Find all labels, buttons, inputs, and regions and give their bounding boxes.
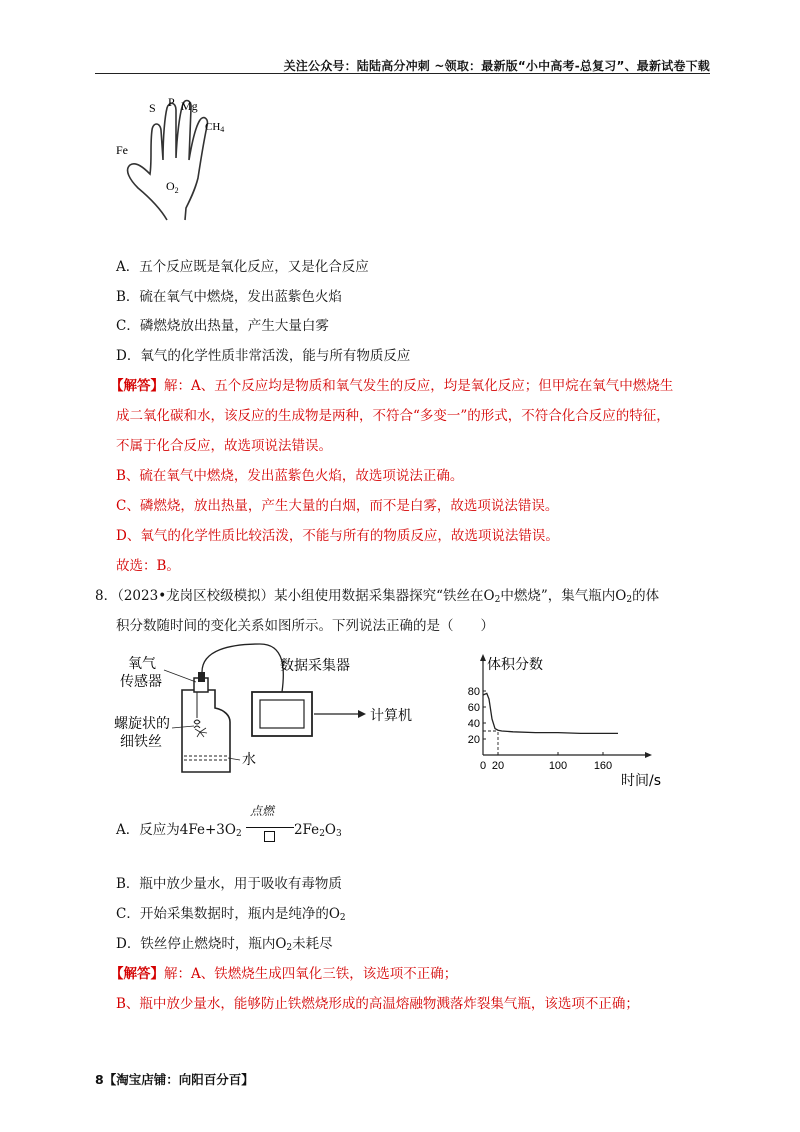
page-header: 关注公众号：陆陆高分冲刺 ~领取：最新版“小中高考-总复习”、最新试卷下载 bbox=[283, 59, 710, 73]
q8-stem-line2: 积分数随时间的变化关系如图所示。下列说法正确的是（ ） bbox=[116, 618, 494, 634]
wire-label-1: 螺旋状的 bbox=[114, 716, 170, 732]
q7-option-d: D．氧气的化学性质非常活泼，能与所有物质反应 bbox=[116, 348, 411, 364]
q8-option-b: B．瓶中放少量水，用于吸收有毒物质 bbox=[116, 876, 342, 892]
q8-answer-text1: 解：A、铁燃烧生成四氧化三铁，该选项不正确； bbox=[164, 966, 458, 982]
q8-option-a: A．反应为$4Fe+3O_2$ 点燃 $2Fe_2O_3$ bbox=[116, 818, 342, 858]
q7-answer-line7: 故选：B。 bbox=[116, 558, 180, 574]
reaction-condition: 点燃 bbox=[246, 818, 294, 846]
apparatus-diagram bbox=[110, 640, 440, 780]
hand-label-mg: Mg bbox=[181, 99, 198, 113]
sensor-label-2: 传感器 bbox=[120, 674, 162, 690]
y-tick-label: 20 bbox=[467, 734, 480, 746]
hand-label-o2: $O_2$ bbox=[166, 179, 179, 195]
header-divider bbox=[95, 73, 710, 74]
q7-answer-line6: D、氧气的化学性质比较活泼，不能与所有的物质反应，故选项说法错误。 bbox=[116, 528, 559, 544]
hand-label-fe: Fe bbox=[116, 143, 128, 157]
wire-label-2: 细铁丝 bbox=[120, 734, 162, 750]
q7-option-c: C．磷燃烧放出热量，产生大量白雾 bbox=[116, 318, 329, 334]
q8-answer-line2: B、瓶中放少量水，能够防止铁燃烧形成的高温熔融物溅落炸裂集气瓶，该选项不正确； bbox=[116, 996, 639, 1012]
q7-option-b: B．硫在氧气中燃烧，发出蓝紫色火焰 bbox=[116, 289, 342, 305]
q7-answer-line5: C、磷燃烧，放出热量，产生大量的白烟，而不是白雾，故选项说法错误。 bbox=[116, 498, 559, 514]
y-tick-label: 80 bbox=[467, 686, 480, 698]
q8-stem-line1: 8．（2023•龙岗区校级模拟）某小组使用数据采集器探究“铁丝在$O_2$中燃烧”，集气瓶内$O_2$的体 bbox=[95, 588, 660, 605]
hand-label-ch4: CH4 bbox=[205, 121, 225, 134]
x-tick-label: 100 bbox=[548, 760, 568, 772]
q7-answer-line4: B、硫在氧气中燃烧，发出蓝紫色火焰，故选项说法正确。 bbox=[116, 468, 464, 484]
computer-label: 计算机 bbox=[370, 708, 412, 724]
series-line bbox=[483, 693, 618, 733]
collector-label: 数据采集器 bbox=[280, 658, 350, 674]
q7-answer-text1: 解：A、五个反应均是物质和氧气发生的反应，均是氧化反应；但甲烷在氧气中燃烧生 bbox=[164, 378, 674, 394]
iron-wire bbox=[194, 692, 200, 728]
sensor-label-1: 氧气 bbox=[128, 656, 156, 672]
sensor-cable bbox=[202, 644, 283, 692]
q8-answer-line1 bbox=[110, 962, 457, 982]
q7-answer-line3: 不属于化合反应，故选项说法错误。 bbox=[116, 438, 332, 454]
q7-option-a: A．五个反应既是氧化反应，又是化合反应 bbox=[116, 259, 369, 275]
page-footer: 8【淘宝店铺：向阳百分百】 bbox=[95, 1072, 254, 1087]
y-tick-label: 40 bbox=[467, 718, 480, 730]
x-tick-label: 0 bbox=[479, 760, 487, 772]
y-axis-arrow bbox=[480, 654, 486, 661]
y-tick-label: 60 bbox=[467, 702, 480, 714]
x-axis-label: 时间/s bbox=[621, 773, 662, 789]
q7-answer-tag: 【解答】 bbox=[110, 378, 164, 394]
sensor-body bbox=[198, 672, 205, 682]
x-tick-label: 20 bbox=[491, 760, 505, 772]
hand-label-p: P bbox=[168, 95, 175, 109]
q7-answer-line1 bbox=[110, 374, 673, 394]
q8-option-c: C．开始采集数据时，瓶内是纯净的$O_2$ bbox=[116, 906, 346, 923]
hand-outline bbox=[128, 101, 208, 220]
q8-answer-tag: 【解答】 bbox=[110, 966, 164, 982]
hand-label-s: S bbox=[149, 101, 156, 115]
spark bbox=[195, 728, 207, 737]
y-axis-label: 体积分数 bbox=[487, 657, 543, 673]
x-tick-label: 160 bbox=[593, 760, 613, 772]
q8-option-d: D．铁丝停止燃烧时，瓶内$O_2$未耗尽 bbox=[116, 936, 333, 953]
x-axis-arrow bbox=[645, 752, 652, 758]
hand-figure bbox=[110, 90, 250, 230]
water-label: 水 bbox=[242, 752, 256, 768]
q7-answer-line2: 成二氧化碳和水，该反应的生成物是两种，不符合“多变一”的形式，不符合化合反应的特征， bbox=[116, 408, 670, 424]
o2-fraction-chart bbox=[455, 655, 662, 789]
